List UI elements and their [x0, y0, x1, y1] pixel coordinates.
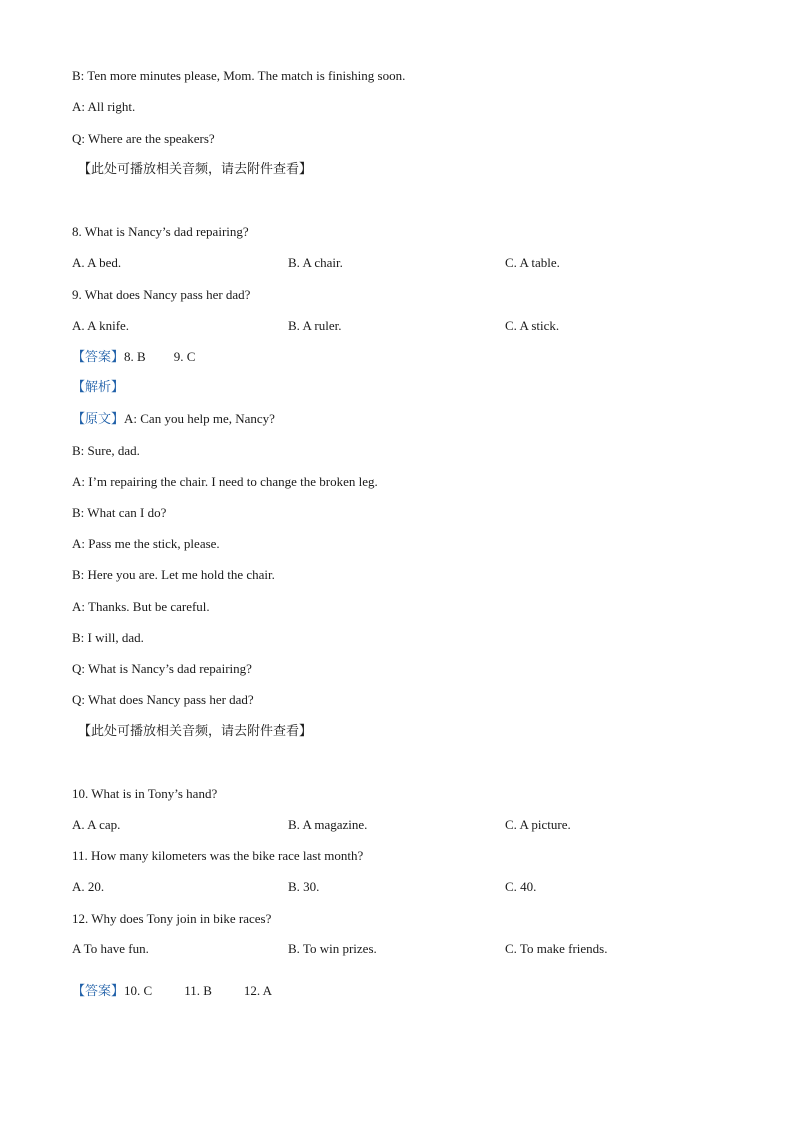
transcript-line — [72, 411, 275, 428]
original-label: 【原文】 — [72, 412, 125, 427]
answer-line — [72, 349, 195, 366]
transcript-question: Q: What does Nancy pass her dad? — [72, 692, 254, 707]
q12-option-b: B. To win prizes. — [288, 941, 377, 956]
audio-note: 【此处可播放相关音频，请去附件查看】 — [78, 724, 313, 739]
answer-line — [72, 983, 272, 1000]
answer-value: 12. A — [243, 983, 273, 998]
transcript-line: A: Pass me the stick, please. — [72, 536, 220, 551]
q9-option-a: A. A knife. — [72, 318, 130, 333]
q10-option-b: B. A magazine. — [288, 817, 368, 832]
answer-label: 【答案】 — [72, 984, 125, 999]
transcript-line: B: I will, dad. — [72, 630, 144, 645]
answer-value: 8. B — [124, 349, 146, 364]
answer-value: 10. C — [124, 983, 153, 998]
q9-option-b: B. A ruler. — [288, 318, 342, 333]
q11-option-b: B. 30. — [288, 879, 320, 894]
question-11: 11. How many kilometers was the bike race last month? — [72, 848, 364, 863]
answer-value: 11. B — [184, 983, 212, 998]
q8-option-c: C. A table. — [505, 255, 560, 270]
transcript-line: A: I’m repairing the chair. I need to change the broken leg. — [72, 474, 378, 489]
dialogue-line: A: All right. — [72, 99, 136, 114]
question-9: 9. What does Nancy pass her dad? — [72, 287, 251, 302]
q12-option-a: A To have fun. — [72, 941, 149, 956]
dialogue-line: B: Ten more minutes please, Mom. The match is finishing soon. — [72, 68, 406, 83]
q11-option-c: C. 40. — [505, 879, 537, 894]
answer-value: 9. C — [173, 349, 196, 364]
answer-label: 【答案】 — [72, 350, 125, 365]
transcript-line: B: Sure, dad. — [72, 443, 140, 458]
transcript-line: B: What can I do? — [72, 505, 167, 520]
audio-note: 【此处可播放相关音频，请去附件查看】 — [78, 162, 313, 177]
dialogue-question: Q: Where are the speakers? — [72, 131, 215, 146]
transcript-line: A: Thanks. But be careful. — [72, 599, 210, 614]
q8-option-b: B. A chair. — [288, 255, 343, 270]
q11-option-a: A. 20. — [72, 879, 105, 894]
q12-option-c: C. To make friends. — [505, 941, 608, 956]
q10-option-a: A. A cap. — [72, 817, 121, 832]
q10-option-c: C. A picture. — [505, 817, 571, 832]
question-10: 10. What is in Tony’s hand? — [72, 786, 218, 801]
q9-option-c: C. A stick. — [505, 318, 560, 333]
q8-option-a: A. A bed. — [72, 255, 122, 270]
transcript-line: B: Here you are. Let me hold the chair. — [72, 567, 275, 582]
analysis-label: 【解析】 — [72, 380, 125, 395]
transcript-text: A: Can you help me, Nancy? — [124, 411, 275, 426]
transcript-question: Q: What is Nancy’s dad repairing? — [72, 661, 252, 676]
question-8: 8. What is Nancy’s dad repairing? — [72, 224, 249, 239]
question-12: 12. Why does Tony join in bike races? — [72, 911, 272, 926]
